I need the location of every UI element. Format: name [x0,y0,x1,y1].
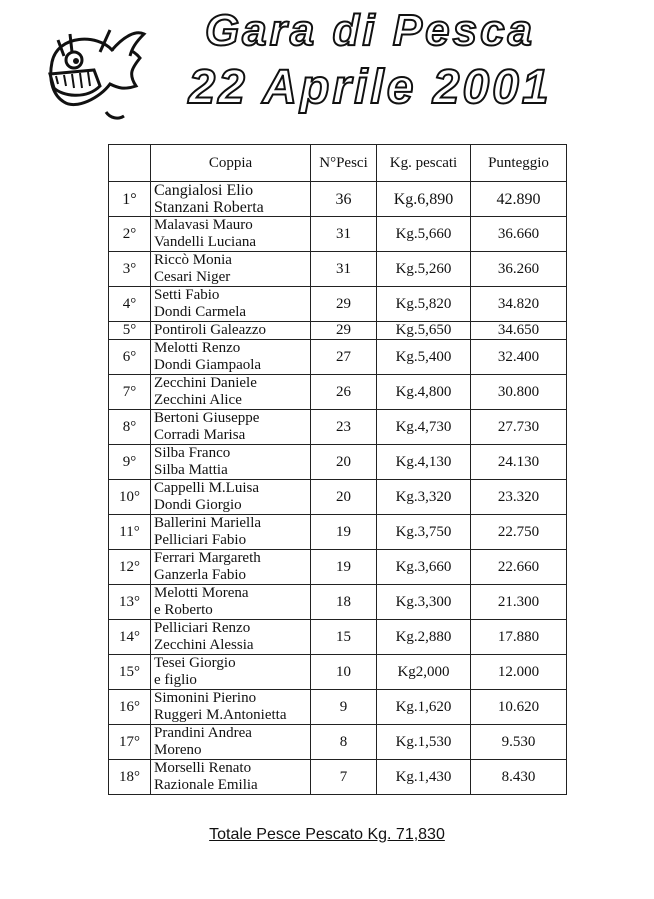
competitor-name: Cesari Niger [154,269,231,285]
pair-cell [151,217,311,252]
rank-cell: 15° [109,655,151,690]
kg-cell: Kg.5,260 [377,252,471,287]
fish-mascot-icon [40,26,150,126]
pair-cell [151,322,311,340]
points-cell: 30.800 [471,375,567,410]
points-cell: 12.000 [471,655,567,690]
pair-cell [151,760,311,795]
table-row [109,252,567,287]
table-header-row [109,145,567,182]
pair-cell [151,252,311,287]
kg-cell: Kg.5,650 [377,322,471,340]
fish-count-cell: 23 [311,410,377,445]
competitor-name: Ferrari Margareth [154,550,261,566]
competitor-name: Ruggeri M.Antonietta [154,707,287,723]
points-cell: 34.820 [471,287,567,322]
table-row [109,550,567,585]
column-header-pair: Coppia [151,145,311,182]
table-row [109,410,567,445]
table-row [109,620,567,655]
table-row [109,480,567,515]
competitor-name: Ganzerla Fabio [154,567,247,583]
competitor-name: Zecchini Alessia [154,637,254,653]
table-row [109,322,567,340]
fish-count-cell: 26 [311,375,377,410]
rank-cell: 9° [109,445,151,480]
rank-cell: 7° [109,375,151,410]
points-cell: 8.430 [471,760,567,795]
kg-cell: Kg.5,660 [377,217,471,252]
fish-count-cell: 8 [311,725,377,760]
table-row [109,760,567,795]
table-row [109,690,567,725]
competitor-name: Dondi Giampaola [154,357,262,373]
rank-cell: 6° [109,340,151,375]
competitor-name: Cangialosi Elio [154,182,254,199]
kg-cell: Kg.4,800 [377,375,471,410]
fish-count-cell: 36 [311,182,377,217]
kg-cell: Kg.2,880 [377,620,471,655]
fish-count-cell: 19 [311,550,377,585]
kg-cell: Kg.1,620 [377,690,471,725]
competitor-name: Bertoni Giuseppe [154,410,260,426]
competitor-name: Dondi Carmela [154,304,247,320]
rank-cell: 18° [109,760,151,795]
rank-cell: 2° [109,217,151,252]
fish-count-cell: 29 [311,322,377,340]
title-line1: Gara di Pesca [204,6,536,55]
pair-cell [151,725,311,760]
points-cell: 23.320 [471,480,567,515]
kg-cell: Kg2,000 [377,655,471,690]
table-row [109,217,567,252]
competitor-name: Stanzani Roberta [154,199,264,216]
rank-cell: 14° [109,620,151,655]
kg-cell: Kg.1,430 [377,760,471,795]
rank-cell: 17° [109,725,151,760]
rank-cell: 10° [109,480,151,515]
competitor-name: e Roberto [154,602,213,618]
points-cell: 22.750 [471,515,567,550]
rank-cell: 13° [109,585,151,620]
points-cell: 36.260 [471,252,567,287]
column-header-rank [109,145,151,182]
pair-cell [151,340,311,375]
competitor-name: Cappelli M.Luisa [154,480,259,496]
fish-count-cell: 18 [311,585,377,620]
table-row [109,287,567,322]
points-cell: 9.530 [471,725,567,760]
competitor-name: Pontiroli Galeazzo [154,322,267,338]
fish-count-cell: 7 [311,760,377,795]
fish-count-cell: 19 [311,515,377,550]
pair-cell [151,445,311,480]
points-cell: 22.660 [471,550,567,585]
table-row [109,445,567,480]
competitor-name: Melotti Renzo [154,340,241,356]
kg-cell: Kg.3,660 [377,550,471,585]
competitor-name: Prandini Andrea [154,725,252,741]
fish-count-cell: 20 [311,445,377,480]
points-cell: 21.300 [471,585,567,620]
fish-count-cell: 31 [311,252,377,287]
competitor-name: Zecchini Alice [154,392,242,408]
competitor-name: Melotti Morena [154,585,249,601]
kg-cell: Kg.1,530 [377,725,471,760]
rank-cell: 3° [109,252,151,287]
competitor-name: e figlio [154,672,197,688]
competitor-name: Razionale Emilia [154,777,258,793]
competitor-name: Morselli Renato [154,760,252,776]
points-cell: 42.890 [471,182,567,217]
competitor-name: Vandelli Luciana [154,234,257,250]
kg-cell: Kg.3,300 [377,585,471,620]
pair-cell [151,585,311,620]
rank-cell: 12° [109,550,151,585]
kg-cell: Kg.3,320 [377,480,471,515]
pair-cell [151,182,311,217]
points-cell: 17.880 [471,620,567,655]
fish-count-cell: 20 [311,480,377,515]
table-row [109,725,567,760]
competitor-name: Corradi Marisa [154,427,246,443]
pair-cell [151,375,311,410]
table-row [109,375,567,410]
rank-cell: 16° [109,690,151,725]
column-header-kg: Kg. pescati [377,145,471,182]
competitor-name: Pelliciari Renzo [154,620,251,636]
competitor-name: Moreno [154,742,202,758]
pair-cell [151,287,311,322]
table-row [109,655,567,690]
competitor-name: Simonini Pierino [154,690,257,706]
rank-cell: 8° [109,410,151,445]
title-line2: 22 Aprile 2001 [188,61,552,114]
competitor-name: Ballerini Mariella [154,515,262,531]
fish-count-cell: 31 [311,217,377,252]
total-catch-text: Totale Pesce Pescato Kg. 71,830 [209,826,445,843]
points-cell: 36.660 [471,217,567,252]
competitor-name: Riccò Monia [154,252,232,268]
pair-cell [151,410,311,445]
table-row [109,182,567,217]
competitor-name: Malavasi Mauro [154,217,253,233]
total-catch [0,826,654,844]
fish-count-cell: 29 [311,287,377,322]
column-header-points: Punteggio [471,145,567,182]
pair-cell [151,550,311,585]
pair-cell [151,690,311,725]
points-cell: 27.730 [471,410,567,445]
fish-count-cell: 27 [311,340,377,375]
results-table [108,144,567,795]
competitor-name: Setti Fabio [154,287,220,303]
competitor-name: Silba Mattia [154,462,228,478]
fish-count-cell: 15 [311,620,377,655]
column-header-fish: N°Pesci [311,145,377,182]
points-cell: 24.130 [471,445,567,480]
competitor-name: Silba Franco [154,445,231,461]
table-row [109,585,567,620]
pair-cell [151,480,311,515]
pair-cell [151,515,311,550]
table-row [109,340,567,375]
pair-cell [151,620,311,655]
rank-cell: 1° [109,182,151,217]
competitor-name: Dondi Giorgio [154,497,242,513]
competitor-name: Tesei Giorgio [154,655,236,671]
fish-count-cell: 10 [311,655,377,690]
kg-cell: Kg.5,820 [377,287,471,322]
fish-count-cell: 9 [311,690,377,725]
competitor-name: Pelliciari Fabio [154,532,247,548]
kg-cell: Kg.5,400 [377,340,471,375]
table-row [109,515,567,550]
points-cell: 32.400 [471,340,567,375]
pair-cell [151,655,311,690]
kg-cell: Kg.6,890 [377,182,471,217]
rank-cell: 5° [109,322,151,340]
kg-cell: Kg.4,730 [377,410,471,445]
kg-cell: Kg.4,130 [377,445,471,480]
kg-cell: Kg.3,750 [377,515,471,550]
competitor-name: Zecchini Daniele [154,375,257,391]
points-cell: 10.620 [471,690,567,725]
rank-cell: 4° [109,287,151,322]
points-cell: 34.650 [471,322,567,340]
rank-cell: 11° [109,515,151,550]
